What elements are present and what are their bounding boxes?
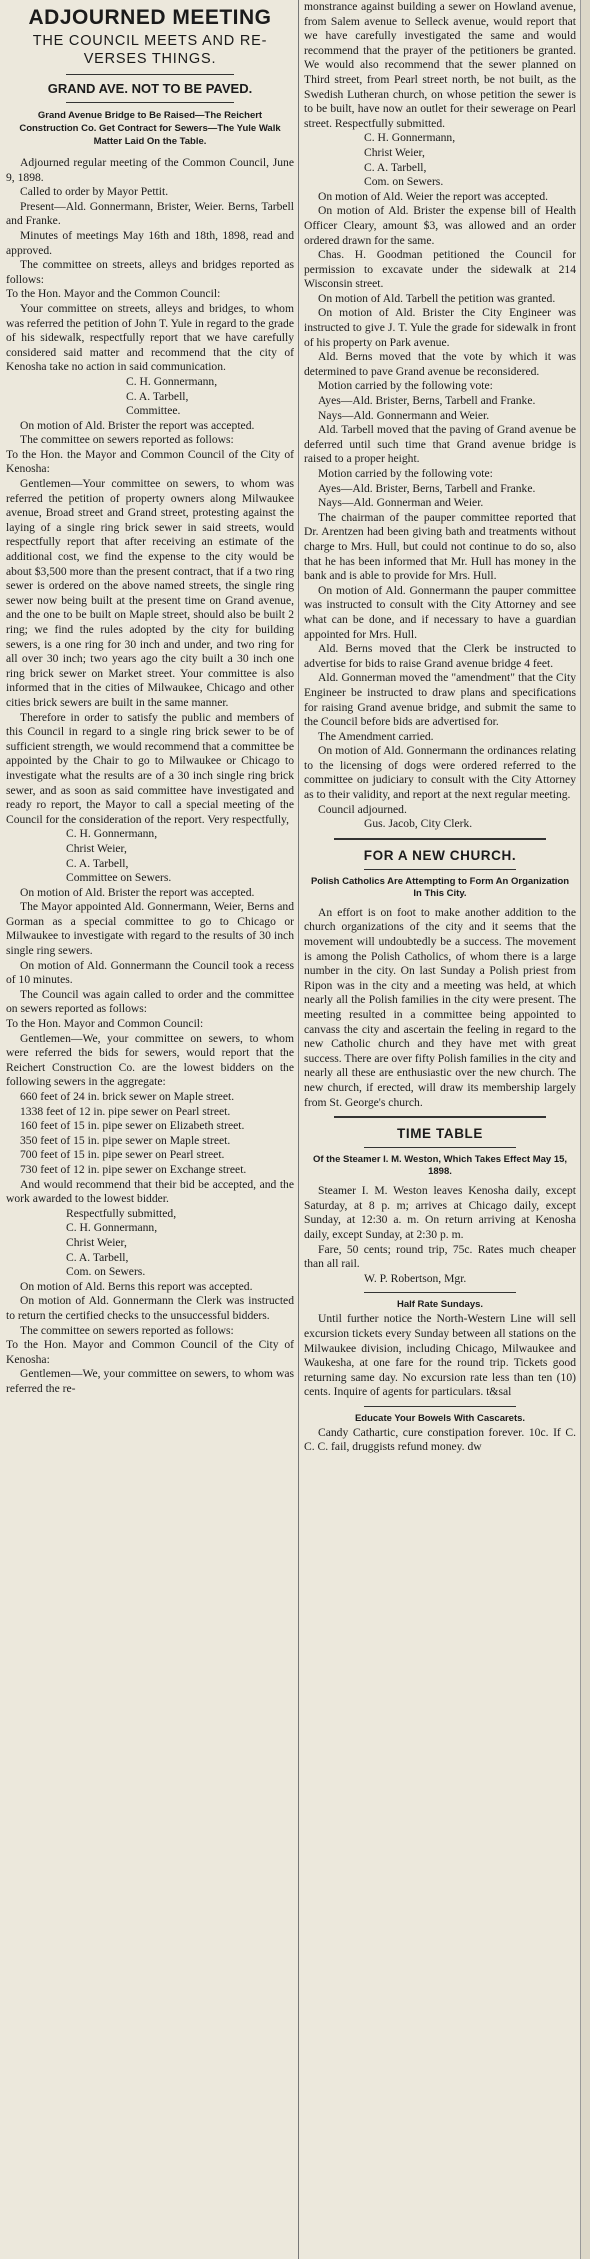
paragraph: Ald. Berns moved that the Clerk be instructed to advertise for bids to raise Grand avenue bridge 4 feet. bbox=[304, 642, 576, 670]
column-rule bbox=[298, 0, 299, 2259]
paragraph: The committee on streets, alleys and bridges reported as follows: bbox=[6, 258, 294, 286]
paragraph: Steamer I. M. Weston leaves Kenosha daily, except Saturday, at 8 p. m; arrives at Chicago daily, except Sunday, at 12:30 a. m. On return arriving at Kenosha daily, except Sunday, at 2:30 p. m. bbox=[304, 1184, 576, 1241]
signature-line: C. A. Tarbell, bbox=[66, 856, 129, 870]
paragraph: Gentlemen—We, your committee on sewers, to whom were referred the bids for sewers, would report that the Reichert Construction Co. are the lowest bidders on the following sewers in the aggregate: bbox=[6, 1031, 294, 1089]
manager-signature: W. P. Robertson, Mgr. bbox=[364, 1271, 467, 1285]
salutation: To the Hon. Mayor and Common Council: bbox=[6, 1017, 204, 1031]
paragraph: On motion of Ald. Brister the report was accepted. bbox=[20, 885, 255, 899]
paragraph: Your committee on streets, alleys and bridges, to whom was referred the petition of John T. Yule in regard to the grade of his sidewalk, respectfully report that we have carefully considered said matter and recommend that the city of Kenosha take no action in said communication. bbox=[6, 301, 294, 374]
signature-line: Christ Weier, bbox=[66, 1235, 127, 1249]
paragraph: The chairman of the pauper committee reported that Dr. Arentzen had been giving bath and treatments without charge to Mrs. Hull, but could not continue to do so, also that he has been informed that Mr. Hull has money in the bank and is able to provide for Mrs. Hull. bbox=[304, 510, 576, 583]
paragraph: Fare, 50 cents; round trip, 75c. Rates much cheaper than all rail. bbox=[304, 1242, 576, 1271]
paragraph: Ald. Berns moved that the vote by which it was determined to pave Grand avenue be reconsidered. bbox=[304, 350, 576, 378]
paragraph: Therefore in order to satisfy the public and members of this Council in regard to a single ring brick sewer to be of sufficient strength, we would recommend that a committee be appointed by the Chair to go to Milwaukee or Chicago to investigate what the results are of a 30 inch single ring brick sewer, and as soon as said committee have investigated and ready ro report, the Mayor to call a special meeting of the Council for the consideration of the report. Very respectfully, bbox=[6, 710, 294, 826]
signature-line: C. H. Gonnermann, bbox=[66, 827, 158, 841]
time-table-subhead: Of the Steamer I. M. Weston, Which Takes Effect May 15, 1898. bbox=[312, 1154, 568, 1178]
paragraph: The Mayor appointed Ald. Gonnermann, Weier, Berns and Gorman as a special committee to go to Chicago or Milwaukee to investigate with regard to the results of 30 inch single ring sewers. bbox=[6, 900, 294, 958]
deck: Grand Avenue Bridge to Be Raised—The Reichert Construction Co. Get Contract for Sewers—The Yule Walk Matter Laid On the Table. bbox=[19, 110, 281, 147]
signature-line: C. A. Tarbell, bbox=[364, 160, 427, 174]
paragraph: On motion of Ald. Gonnermann the Council took a recess of 10 minutes. bbox=[6, 958, 294, 987]
paragraph: The Council was again called to order and the committee on sewers reported as follows: bbox=[6, 987, 294, 1016]
paragraph: On motion of Ald. Weier the report was accepted. bbox=[318, 189, 549, 203]
subhead-grand-ave: GRAND AVE. NOT TO BE PAVED. bbox=[47, 81, 253, 96]
signature-line: C. H. Gonnermann, bbox=[66, 1221, 158, 1235]
paragraph: Ayes—Ald. Brister, Berns, Tarbell and Franke. bbox=[318, 394, 536, 408]
signature-line: C. H. Gonnermann, bbox=[126, 374, 218, 388]
signature-line: Respectfully submitted, bbox=[66, 1206, 177, 1220]
paragraph: On motion of Ald. Gonnermann the pauper committee was instructed to consult with the City Attorney and see what can be done, and if necessary to have a guardian appointed for Mrs. Hull. bbox=[304, 583, 576, 641]
paragraph: The committee on sewers reported as follows: bbox=[20, 433, 234, 447]
paragraph: Nays—Ald. Gonnerman and Weier. bbox=[318, 496, 484, 510]
paragraph: The Amendment carried. bbox=[318, 729, 434, 743]
headline: ADJOURNED MEETING bbox=[28, 6, 272, 29]
divider bbox=[334, 1116, 546, 1118]
paragraph: Nays—Ald. Gonnermann and Weier. bbox=[318, 408, 490, 422]
signature-line: Com. on Sewers. bbox=[66, 1265, 146, 1279]
cascarets-headline: Educate Your Bowels With Cascarets. bbox=[354, 1412, 526, 1424]
paragraph: On motion of Ald. Berns this report was accepted. bbox=[20, 1279, 253, 1293]
paragraph: 1338 feet of 12 in. pipe sewer on Pearl street. bbox=[20, 1104, 231, 1118]
signature-line: Com. on Sewers. bbox=[364, 175, 444, 189]
paragraph: monstrance against building a sewer on Howland avenue, from Salem avenue to Selleck avenue, would report that we have carefully investigated the same and would recommend that the prayer of the petitioners be granted. We would also recommend that the sewer planned on Third street, from Pearl street north, be not built, as the Swedish Lutheran church, on whose petition the sewer is to be built, have now an outlet for their sewerage on Pearl street. Respectfully submitted. bbox=[304, 0, 576, 130]
paragraph: Motion carried by the following vote: bbox=[318, 379, 493, 393]
clerk-signature: Gus. Jacob, City Clerk. bbox=[364, 817, 473, 831]
paragraph: Until further notice the North-Western Line will sell excursion tickets every Sunday between all stations on the Milwaukee division, including Chicago, Milwaukee and Waukesha, at one fare for the round trip. Tickets good returning same day. No excursion rate less than ten (10) cents. Inquire of agents for particulars. t&sal bbox=[304, 1312, 576, 1399]
half-rate-headline: Half Rate Sundays. bbox=[396, 1299, 484, 1311]
divider bbox=[364, 1147, 516, 1148]
divider bbox=[334, 838, 546, 840]
paragraph: 160 feet of 15 in. pipe sewer on Elizabeth street. bbox=[20, 1119, 245, 1133]
salutation: To the Hon. the Mayor and Common Council of the City of Kenosha: bbox=[6, 447, 294, 476]
paragraph: On motion of Ald. Tarbell the petition was granted. bbox=[318, 291, 556, 305]
paragraph: Called to order by Mayor Pettit. bbox=[20, 185, 169, 199]
paragraph: An effort is on foot to make another addition to the church organizations of the city and it seems that the movement will undoubtedly be a success. The movement is among the Polish Catholics, of whom there is a large number in the city. On last Sunday a Polish priest from Ripon was in the city and a meeting was held, at which nearly all the Polish families in the city were present. The meeting resulted in a committee being appointed to canvass the city and ascertain the feeling in regard to the new Catholic church and they have met with great success. There are over fifty Polish families in the city and nearly all these are enthusiastic over the new church. The new church, if erected, will draw its membership largely from St. George's church. bbox=[304, 905, 576, 1109]
paragraph: Motion carried by the following vote: bbox=[318, 467, 493, 480]
paragraph: Present—Ald. Gonnermann, Brister, Weier. Berns, Tarbell and Franke. bbox=[6, 199, 294, 228]
paragraph: Gentlemen—We, your committee on sewers, to whom was referred the re- bbox=[6, 1367, 294, 1395]
divider bbox=[364, 1292, 516, 1293]
signature-line: Christ Weier, bbox=[66, 841, 127, 855]
paragraph: Minutes of meetings May 16th and 18th, 1898, read and approved. bbox=[6, 228, 294, 257]
church-subhead: Polish Catholics Are Attempting to Form An Organization In This City. bbox=[310, 875, 570, 899]
paragraph: Candy Cathartic, cure constipation forever. 10c. If C. C. C. fail, druggists refund money. dw bbox=[304, 1425, 576, 1454]
signature-line: Committee. bbox=[126, 404, 181, 418]
signature-line: C. A. Tarbell, bbox=[126, 389, 189, 403]
paragraph: On motion of Ald. Brister the report was accepted. bbox=[20, 418, 255, 432]
paragraph: Council adjourned. bbox=[318, 802, 407, 816]
paragraph: 660 feet of 24 in. brick sewer on Maple street. bbox=[20, 1090, 235, 1103]
paragraph: Ald. Gonnerman moved the "amendment" that the City Engineer be instructed to draw plans and specifications for raising Grand avenue bridge, and submit the same to the Council before bids are advertised for. bbox=[304, 671, 576, 729]
paragraph: And would recommend that their bid be accepted, and the work awarded to the lowest bidder. bbox=[6, 1177, 294, 1206]
paragraph: Ald. Tarbell moved that the paving of Grand avenue be deferred until such time that Grand avenue bridge is raised to a proper height. bbox=[304, 423, 576, 466]
paragraph: Chas. H. Goodman petitioned the Council for permission to excavate under the sidewalk at 214 Wisconsin street. bbox=[304, 248, 576, 291]
subhead: THE COUNCIL MEETS AND RE-VERSES THINGS. bbox=[32, 33, 268, 67]
divider bbox=[364, 1406, 516, 1407]
salutation: To the Hon. Mayor and Common Council of the City of Kenosha: bbox=[6, 1338, 294, 1366]
salutation: To the Hon. Mayor and the Common Council: bbox=[6, 287, 221, 301]
right-column bbox=[304, 0, 576, 1455]
paragraph: 730 feet of 12 in. pipe sewer on Exchange street. bbox=[20, 1162, 247, 1176]
signature-line: Committee on Sewers. bbox=[66, 871, 172, 885]
paragraph: On motion of Ald. Gonnermann the Clerk was instructed to return the certified checks to the unsuccessful bidders. bbox=[6, 1294, 294, 1322]
left-column bbox=[6, 0, 294, 1396]
paragraph: The committee on sewers reported as follows: bbox=[20, 1323, 234, 1337]
paragraph: On motion of Ald. Brister the expense bill of Health Officer Cleary, amount $3, was allowed and an order ordered drawn for the same. bbox=[304, 204, 576, 247]
paragraph: 700 feet of 15 in. pipe sewer on Pearl street. bbox=[20, 1148, 225, 1162]
paragraph: On motion of Ald. Gonnermann the ordinances relating to the licensing of dogs were ordered referred to the committee on judiciary to consult with the City Attorney as to their validity, and report at the next regular meeting. bbox=[304, 744, 576, 802]
signature-line: C. A. Tarbell, bbox=[66, 1250, 129, 1264]
paragraph: Adjourned regular meeting of the Common Council, June 9, 1898. bbox=[6, 156, 294, 184]
divider bbox=[364, 869, 516, 870]
signature-line: C. H. Gonnermann, bbox=[364, 131, 456, 145]
paragraph: Ayes—Ald. Brister, Berns, Tarbell and Franke. bbox=[318, 481, 536, 495]
divider bbox=[66, 74, 234, 75]
signature-line: Christ Weier, bbox=[364, 145, 425, 159]
divider bbox=[66, 102, 234, 103]
church-headline: FOR A NEW CHURCH. bbox=[363, 847, 517, 863]
time-table-headline: TIME TABLE bbox=[397, 1126, 483, 1142]
paragraph: Gentlemen—Your committee on sewers, to whom was referred the petition of property owners along Milwaukee avenue, Broad street and Grand street, protesting against the laying of a single ring brick sewer in said streets, would respectfully report that after receiving an estimate of the additional cost, we find the expense to the city would be about $3,500 more than the present contract, that if a two ring sewer is ordered on the above named streets, the single ring sewer now being built at the present time on Grand avenue, and the one to be built on Maple street, should also be built 2 ring; we find the rules adopted by the city for building sewers, is a one ring for 30 inch and under, and two ring for all over 30 inch; two years ago the city built a 30 inch one ring brick sewer on Market street. Your committee is also informed that in the cities of Milwaukee, Chicago and other cities brick sewers are built in the same manner. bbox=[6, 477, 294, 709]
paragraph: On motion of Ald. Brister the City Engineer was instructed to give J. T. Yule the grade for sidewalk in front of his property on Park avenue. bbox=[304, 306, 576, 349]
adjacent-column-edge bbox=[580, 0, 590, 2259]
paragraph: 350 feet of 15 in. pipe sewer on Maple street. bbox=[20, 1133, 231, 1147]
